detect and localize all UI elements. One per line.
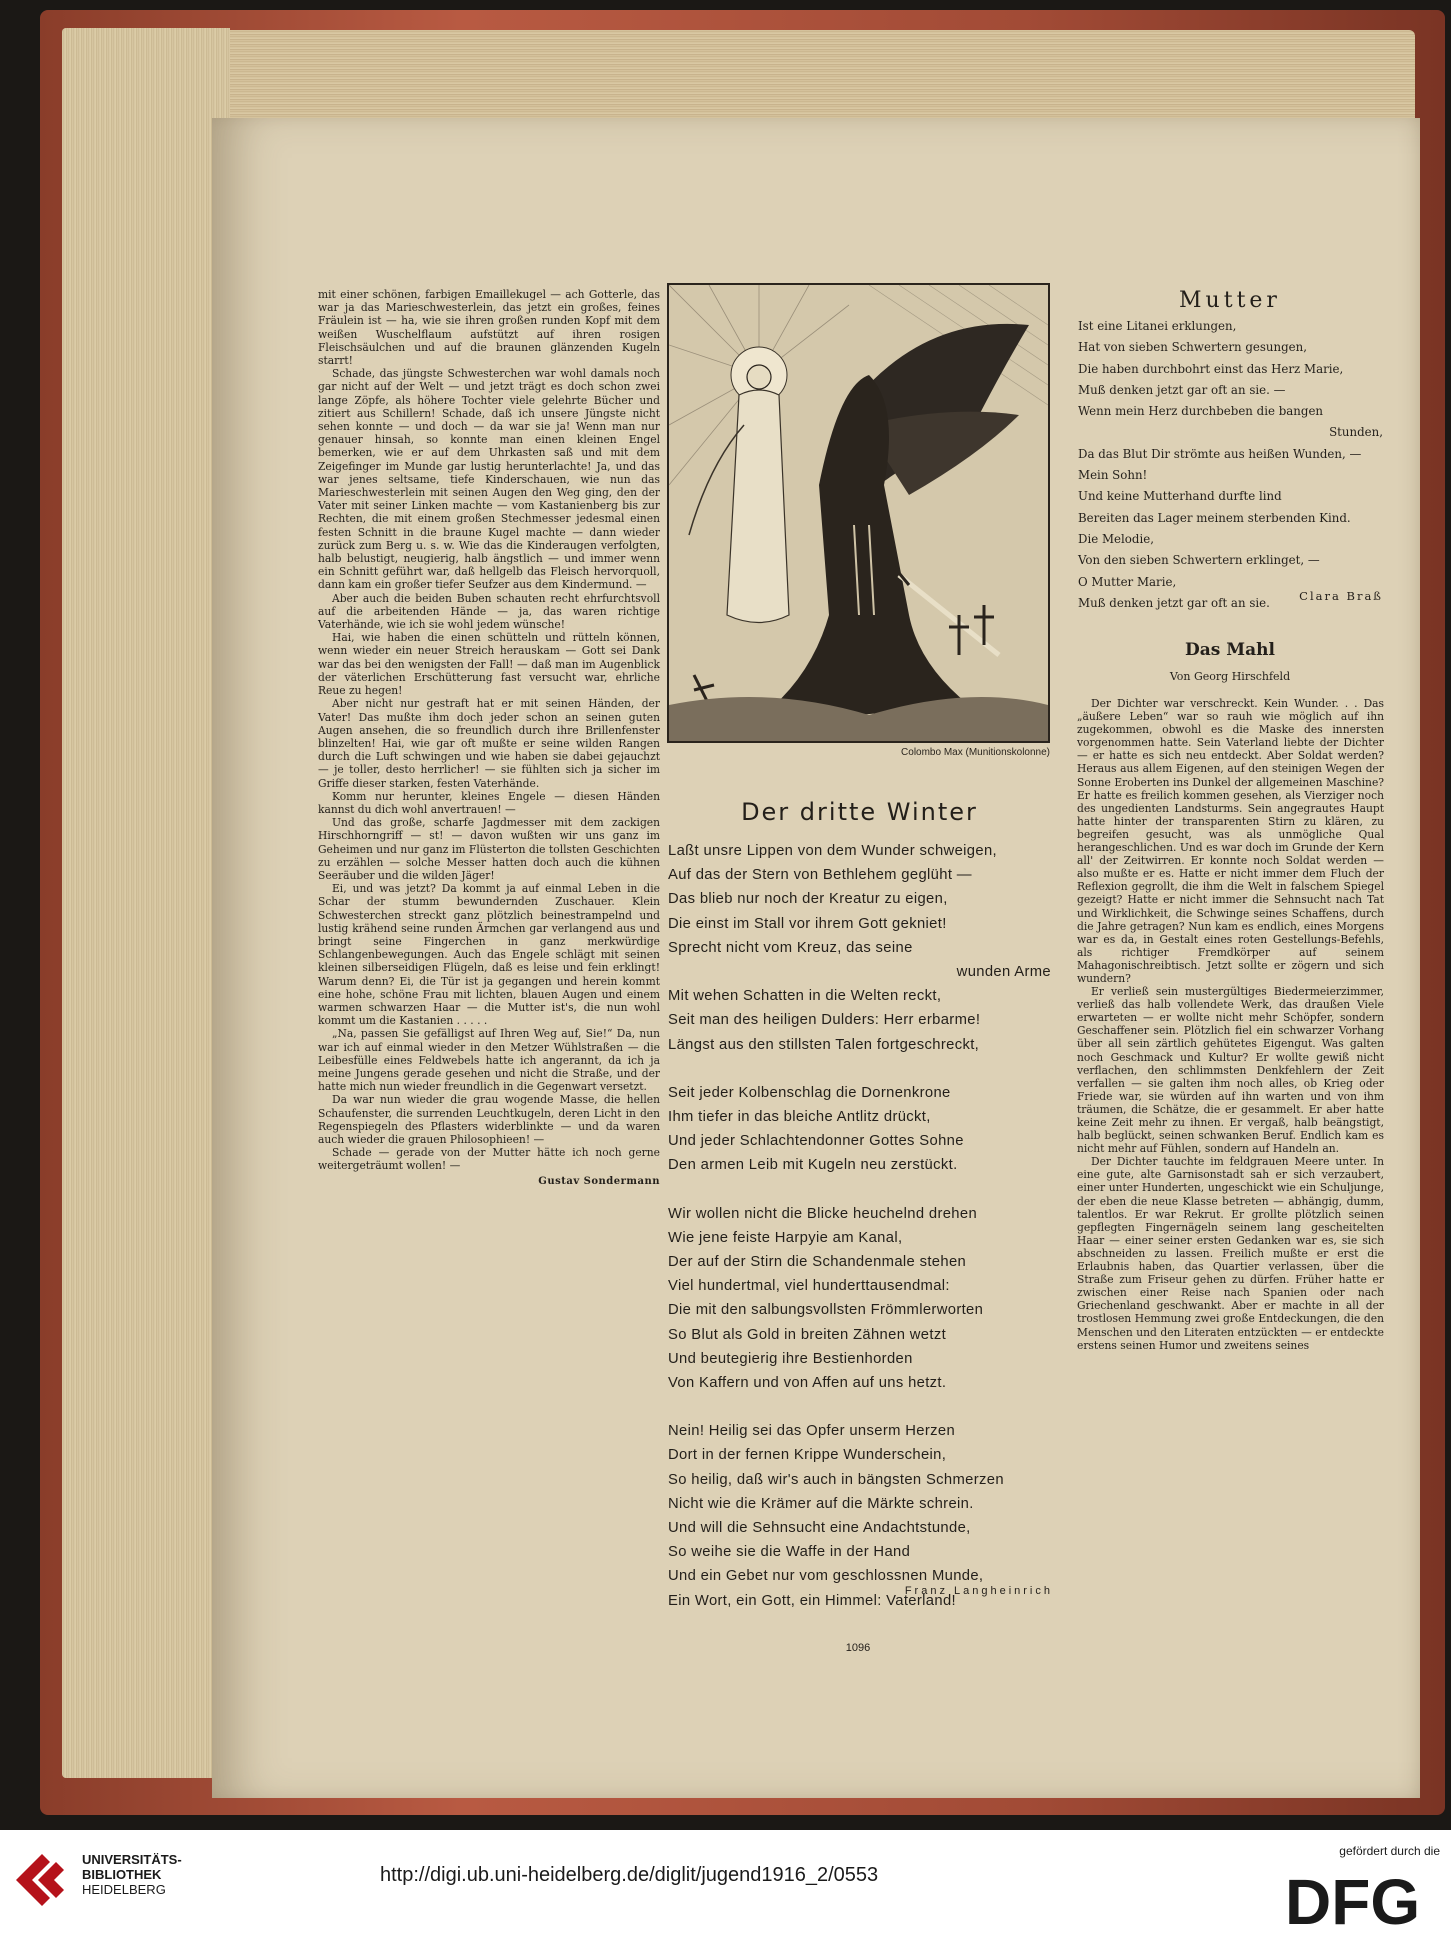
poem-line: Und beutegierig ihre Bestienhorden bbox=[668, 1350, 913, 1367]
funder-name: DFG bbox=[1285, 1866, 1421, 1934]
institution-line: HEIDELBERG bbox=[82, 1882, 166, 1897]
poem-line: Seit man des heiligen Dulders: Herr erbarme! bbox=[668, 1012, 981, 1029]
stanza-gap bbox=[668, 1178, 1053, 1202]
poem-line: Bereiten das Lager meinem sterbenden Kind. bbox=[1078, 510, 1351, 525]
poem-line: Der auf der Stirn die Schandenmale stehen bbox=[668, 1254, 967, 1271]
paragraph: „Na, passen Sie gefälligst auf Ihren Weg auf, Sie!“ Da, nun war ich auf einmal wieder in den Metzer Wühlstraßen — die Leibesfülle eines Feldwebels hatte ich angerannt, da ich ja meine Jungens gerade gesehen und nicht die Straße, und der hatte mich nun wieder freundlich in die Gegenwart versetzt. bbox=[318, 1027, 660, 1094]
poem-line: Muß denken jetzt gar oft an sie. bbox=[1078, 595, 1270, 610]
paragraph: Aber nicht nur gestraft hat er mit seinen Händen, der Vater! Das mußte ihm doch jeder schon an seinen guten Augen ansehen, die so freundlich durch ihre Brillenfenster blinzelten! Hai, wie gar oft mußte er seine wilden Rangen durch die Luft schwingen und wie haben sie dabei gejauchzt — je toller, desto herrlicher! — sie fühlten sich ja sicher im Griffe dieser starken, festen Vaterhände. bbox=[318, 697, 660, 790]
institution-line: UNIVERSITÄTS- bbox=[82, 1852, 182, 1867]
poem-line: Und ein Gebet nur vom geschlossnen Munde, bbox=[668, 1568, 984, 1585]
poem-line: Die einst im Stall vor ihrem Gott gekniet! bbox=[668, 915, 947, 932]
paragraph: mit einer schönen, farbigen Emaillekugel — ach Gotterle, das war ja das Marieschwesterlein, das jetzt ein großes, feines Fräulein ist — ha, wie sie ihren großen runden Kopf mit dem weißen Wuschelflaum aufstützt auf ihren rosigen Fleischsäulchen und auf die braunen glänzenden Kugeln starrt! bbox=[318, 288, 660, 368]
poem-line: Längst aus den stillsten Talen fortgeschreckt, bbox=[668, 1036, 980, 1053]
paragraph: Komm nur herunter, kleines Engele — diesen Händen kannst du dich wohl anvertrauen! — bbox=[318, 789, 660, 816]
poem-line: Ist eine Litanei erklungen, bbox=[1078, 319, 1237, 333]
paragraph: Da war nun wieder die grau wogende Masse, die hellen Schaufenster, die surrenden Leuchtkugeln, deren Licht in den Regenspiegeln des Pflasters widerblinkte — und da waren auch wieder die grauen Philosophieen! — bbox=[318, 1093, 660, 1146]
institution-line: BIBLIOTHEK bbox=[82, 1867, 162, 1882]
poem-line: Ihm tiefer in das bleiche Antlitz drückt, bbox=[668, 1109, 931, 1126]
funding-label: gefördert durch die bbox=[1339, 1844, 1440, 1858]
paragraph: Der Dichter war verschreckt. Kein Wunder. . . Das „äußere Leben“ war so rauh wie möglich auf ihn zugekommen, obwohl es die Maske des innersten vorgenommen hatte. Sein Vaterland liebte der Dichter — er hatte es sich neu entdeckt. Aber Soldat werden? Heraus aus allem Eigenen, auf den steinigen Wegen der Sonne Eroberten ins Dunkel der allgemeinen Maschine? Er hatte es freilich kommen gesehen, als Vierziger noch des ungedienten Landsturms. Sein angegrautes Haupt hatte hinter der transparenten Stirn zu klären, zu begreifen gesucht, was als unmögliche Qual herangeschlichen. Und es war doch im Grunde der Kern all' der Zeitwirren. Er konnte noch Soldat werden — also mußte er es. Hatte er nicht immer dem Fluch der Reflexion gegrollt, die ihm die Welt in falschem Spiegel gezeigt? Hatte er nicht immer die Sehnsucht nach Tat und Wirklichkeit, die Schwinge seines Schaffens, durch die Jahre getragen? Nun kam es endlich, eines Morgens war es da, in Gestalt eines roten Gestellungs-Befehls, als richtiger Fremdkörper auf seinem Mahagonischreibtisch. Jetzt sollte er zögern und sich wundern? bbox=[1077, 697, 1384, 985]
paragraph: Schade, das jüngste Schwesterchen war wohl damals noch gar nicht auf der Welt — und jetzt trägt es doch schon zwei lange Zöpfe, als höhere Tochter viele gelehrte Bücher und zitiert aus Schillern! Schade, daß ich unsere Jüngste nicht sehen konnte — und doch — da war sie ja! Wenn man nur genauer hinsah, so konnte man einen kleinen Engel bemerken, wie er auf dem Uhrkasten saß und mit dem Zeigefinger im Munde gar lustig herunterlachte! Ja, und das war jenes seltsame, tiefe Kinderschauen, wie nun das Marieschwesterlein mit seinen Augen den Weg ging, den der Vater mit seiner Linken machte — vom Kastanienberg bis zur Rechten, die mit einem großen Stechmesser jedesmal einen festen Schnitt in die braune Kugel machte — dann wieder zurück zum Berg u. s. w. Wie das die Kinderaugen verfolgten, halb belustigt, neugierig, halb ängstlich — und immer wenn ein Schnitt geführt war, daß hellgelb das Fleisch hervorquoll, dann kam ein großer tiefer Seufzer aus dem Kindermund. — bbox=[318, 367, 660, 592]
poem-line: Sprecht nicht vom Kreuz, das seine bbox=[668, 939, 913, 956]
poem-line: O Mutter Marie, bbox=[1078, 574, 1177, 589]
poem-line: Und jeder Schlachtendonner Gottes Sohne bbox=[668, 1133, 964, 1150]
mutter-author: Clara Braß bbox=[1299, 589, 1383, 603]
paragraph: Schade — gerade von der Mutter hätte ich noch gerne weitergeträumt wollen! — bbox=[318, 1146, 660, 1173]
mutter-body bbox=[1078, 316, 1383, 614]
poem-line: Nicht wie die Krämer auf die Märkte schrein. bbox=[668, 1495, 974, 1512]
poem-author: Franz Langheinrich bbox=[904, 1585, 1053, 1597]
poem-body bbox=[668, 839, 1053, 1613]
poem-line: Dort in der fernen Krippe Wunderschein, bbox=[668, 1447, 947, 1464]
poem-line: So heilig, daß wir's auch in bängsten Schmerzen bbox=[668, 1471, 1004, 1488]
story-author: Gustav Sondermann bbox=[538, 1175, 660, 1187]
paragraph: Der Dichter tauchte im feldgrauen Meere unter. In eine gute, alte Garnisonstadt sah er sich verzaubert, einer unter Hunderten, ungeschickt wie ein Schuljunge, der eben die neue Klasse betreten — abhängig, dumm, talentlos. Er war Rekrut. Er grollte plötzlich seinen gepflegten Fingernägeln seinem lang gescheitelten Haar — einer seiner ersten Gedanken war es, sie sich abschneiden zu lassen. Freilich mußte er erst die Erlaubnis haben, das Quartier verlassen, über die Straße zum Friseur gehen zu dürfen. Früher hatte er zwischen einer Reise nach Spanien oder nach Griechenland geschwankt. Aber er machte in all der trostlosen Hemmung zwei große Entdeckungen, die den Menschen und den Literaten entzückten — er entdeckte erstens seinen Humor und zweitens seines bbox=[1077, 1155, 1384, 1352]
poem-line: Wie jene feiste Harpyie am Kanal, bbox=[668, 1229, 903, 1246]
poem-line: Die mit den salbungsvollsten Frömmlerworten bbox=[668, 1302, 984, 1319]
stanza-gap bbox=[668, 1395, 1053, 1419]
poem-line: Wir wollen nicht die Blicke heuchelnd drehen bbox=[668, 1205, 978, 1222]
illustration-caption: Colombo Max (Munitionskolonne) bbox=[901, 747, 1050, 758]
poem-line: Laßt unsre Lippen von dem Wunder schweigen, bbox=[668, 843, 997, 859]
poem-line: Wenn mein Herz durchbeben die bangen bbox=[1078, 404, 1324, 419]
poem-line: Hat von sieben Schwertern gesungen, bbox=[1078, 340, 1307, 355]
poem-line: Mein Sohn! bbox=[1078, 468, 1148, 483]
institution-name bbox=[82, 1852, 182, 1897]
poem-line: Mit wehen Schatten in die Welten reckt, bbox=[668, 988, 942, 1005]
poem-line: Die haben durchbohrt einst das Herz Marie, bbox=[1078, 361, 1344, 376]
war-illustration bbox=[667, 283, 1050, 743]
poem-line: Da das Blut Dir strömte aus heißen Wunden, — bbox=[1078, 446, 1362, 461]
paragraph: Ei, und was jetzt? Da kommt ja auf einmal Leben in die Schar der stumm bewundernden Zuschauer. Klein Schwesterchen streckt ganz plötzlich beinestrampelnd und lustig krähend seine runden Ärmchen gar verlangend aus und bringt seine Fingerchen in ganz merkwürdige Schlangenbewegungen. Auch das Engele schlägt mit seinen kleinen silberseidigen Flügeln, daß es leise und fein erklingt! Warum denn? Ei, die Tür ist ja gegangen und herein kommt eine hohe, schöne Frau mit lichten, blauen Augen und einem warmen schwarzen Haar — die Mutter ist's, die nun wohl kommt um die Kastanien . . . . . bbox=[318, 882, 660, 1028]
poem-line: Den armen Leib mit Kugeln neu zerstückt. bbox=[668, 1157, 958, 1174]
stanza-gap bbox=[668, 1057, 1053, 1081]
poem-line: Von den sieben Schwertern erklinget, — bbox=[1078, 553, 1320, 568]
poem-line: Und keine Mutterhand durfte lind bbox=[1078, 489, 1282, 504]
right-story-column bbox=[1077, 697, 1384, 1352]
poem-line: Das blieb nur noch der Kreatur zu eigen, bbox=[668, 891, 948, 908]
mahl-byline: Von Georg Hirschfeld bbox=[1169, 670, 1291, 683]
poem-line: Seit jeder Kolbenschlag die Dornenkrone bbox=[668, 1084, 951, 1101]
page-number: 1096 bbox=[845, 1642, 871, 1654]
page-edges bbox=[62, 28, 230, 1778]
poem-line: So Blut als Gold in breiten Zähnen wetzt bbox=[668, 1326, 947, 1343]
poem-line: So weihe sie die Waffe in der Hand bbox=[668, 1544, 911, 1561]
angel-and-soldier-drawing bbox=[669, 285, 1048, 741]
poem-line: Muß denken jetzt gar oft an sie. — bbox=[1078, 382, 1286, 397]
paragraph: Er verließ sein mustergültiges Biedermeierzimmer, verließ das halb vollendete Werk, das draußen Viele erwarteten — er wollte nicht mehr Schöpfer, sondern Geschaffener sein. Plötzlich fiel ein schwarzer Vorhang über all sein zärtlich gehütetes Eigengut. Was galten noch Geschmack und Kultur? Er wollte gewiß nicht verflachen, den schlimmsten Denkfehlern der Zeit verfallen — sie galten ihm noch alles, ob Krieg oder Friede war, sie würden auf ihn warten und von ihm träumen, die Schätze, die er gesammelt. Er aber hatte keine Zeit mehr zu ihnen. Er vergaß, halb beängstigt, halb beglückt, seinen schwanken Beruf. Endlich kam es nicht mehr auf Fühlen, sondern auf Handeln an. bbox=[1077, 985, 1384, 1156]
footer-bar bbox=[0, 1830, 1451, 1943]
paragraph: Hai, wie haben die einen schütteln und rütteln können, wenn wieder ein neuer Streich herauskam — Gott sei Dank war das bei den wenigsten der Fall! — daß man im Augenblick der väterlichen Erschütterung fast versucht war, ehrliche Reue zu hegen! bbox=[318, 631, 660, 698]
ub-heidelberg-logo-icon bbox=[12, 1850, 72, 1908]
poem-line: wunden Arme bbox=[956, 964, 1051, 981]
mutter-title: Mutter bbox=[1179, 288, 1281, 313]
poem-line: Und will die Sehnsucht eine Andachtstunde, bbox=[668, 1520, 971, 1537]
permalink-url[interactable]: http://digi.ub.uni-heidelberg.de/diglit/jugend1916_2/0553 bbox=[380, 1864, 879, 1886]
left-story-column bbox=[318, 288, 660, 1188]
poem-title: Der dritte Winter bbox=[741, 798, 978, 826]
paragraph: Und das große, scharfe Jagdmesser mit dem zackigen Hirschhorngriff — st! — davon wußten wir uns ganz im Geheimen und nur ganz im Flüsterton die tollsten Geschichten zu erzählen — solche Messer hatten doch auch die kühnen Seeräuber und die wilden Jäger! bbox=[318, 816, 660, 882]
poem-line: Auf das der Stern von Bethlehem geglüht — bbox=[668, 867, 972, 884]
poem-line: Von Kaffern und von Affen auf uns hetzt. bbox=[668, 1375, 947, 1392]
dfg-logo-icon bbox=[1285, 1864, 1440, 1934]
poem-line: Die Melodie, bbox=[1078, 531, 1154, 546]
poem-line: Nein! Heilig sei das Opfer unserm Herzen bbox=[668, 1423, 956, 1440]
poem-line: Stunden, bbox=[1329, 425, 1383, 440]
poem-line: Ein Wort, ein Gott, ein Himmel: Vaterland! bbox=[668, 1592, 957, 1609]
mahl-title: Das Mahl bbox=[1185, 640, 1275, 660]
paragraph: Aber auch die beiden Buben schauten recht ehrfurchtsvoll auf die arbeitenden Hände — ja, das waren richtige Vaterhände, wie ich sie wohl jedem wünsche! bbox=[318, 591, 660, 632]
poem-line: Viel hundertmal, viel hunderttausendmal: bbox=[668, 1278, 950, 1295]
